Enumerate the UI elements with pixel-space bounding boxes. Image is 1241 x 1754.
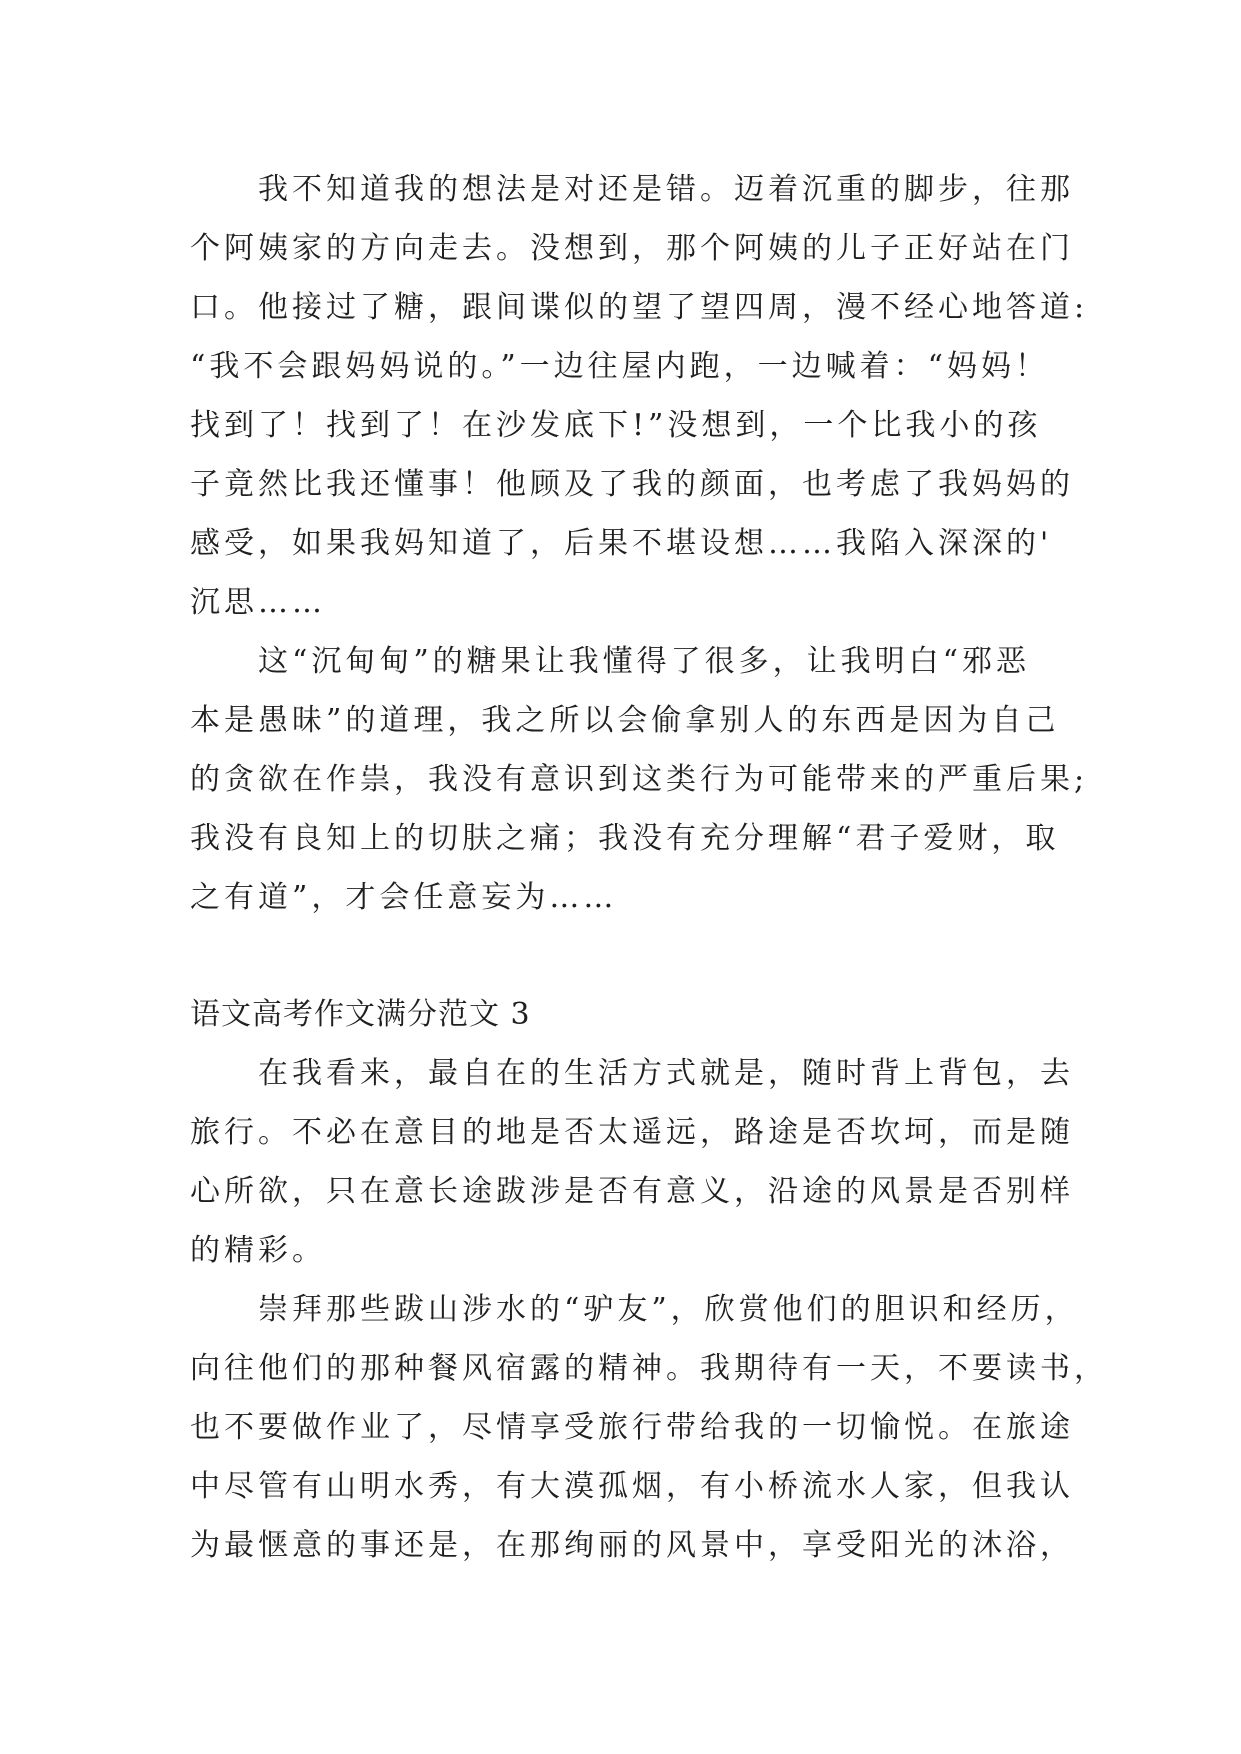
document-body bbox=[190, 160, 1108, 1575]
paragraph bbox=[190, 160, 1089, 632]
text-line: 本是愚昧”的道理，我之所以会偷拿别人的东西是因为自己 bbox=[190, 703, 1060, 738]
text-line: “我不会跟妈妈说的。”一边往屋内跑，一边喊着：“妈妈！ bbox=[190, 349, 1050, 384]
text-line: 之有道”，才会任意妄为…… bbox=[190, 880, 618, 915]
text-line: 我没有良知上的切肤之痛；我没有充分理解“君子爱财，取 bbox=[190, 821, 1060, 856]
text-line: 找到了！找到了！在沙发底下!”没想到，一个比我小的孩 bbox=[190, 408, 1042, 443]
text-line: 旅行。不必在意目的地是否太遥远，路途是否坎坷，而是随 bbox=[190, 1115, 1074, 1150]
text-line: 口。他接过了糖，跟间谍似的望了望四周，漫不经心地答道: bbox=[190, 290, 1089, 325]
text-line: 子竟然比我还懂事！他顾及了我的颜面，也考虑了我妈妈的 bbox=[190, 467, 1074, 502]
text-line: 在我看来，最自在的生活方式就是，随时背上背包，去 bbox=[258, 1056, 1074, 1091]
text-line: 向往他们的那种餐风宿露的精神。我期待有一天，不要读书， bbox=[190, 1351, 1108, 1386]
text-line: 这“沉甸甸”的糖果让我懂得了很多，让我明白“邪恶 bbox=[258, 644, 1031, 679]
text-line: 沉思…… bbox=[190, 585, 326, 620]
paragraph bbox=[190, 632, 1089, 927]
section-title: 语文高考作文满分范文 3 bbox=[190, 997, 531, 1032]
text-line: 的贪欲在作祟，我没有意识到这类行为可能带来的严重后果; bbox=[190, 762, 1089, 797]
text-line: 为最惬意的事还是，在那绚丽的风景中，享受阳光的沐浴， bbox=[190, 1528, 1074, 1563]
paragraph bbox=[190, 1280, 1108, 1575]
text-line: 也不要做作业了，尽情享受旅行带给我的一切愉悦。在旅途 bbox=[190, 1410, 1074, 1445]
text-line: 心所欲，只在意长途跋涉是否有意义，沿途的风景是否别样 bbox=[190, 1174, 1074, 1209]
text-line: 的精彩。 bbox=[190, 1233, 326, 1268]
text-line: 崇拜那些跋山涉水的“驴友”，欣赏他们的胆识和经历， bbox=[258, 1292, 1079, 1327]
text-line: 感受，如果我妈知道了，后果不堪设想……我陷入深深的' bbox=[190, 526, 1053, 561]
text-line: 个阿姨家的方向走去。没想到，那个阿姨的儿子正好站在门 bbox=[190, 231, 1074, 266]
text-line: 我不知道我的想法是对还是错。迈着沉重的脚步，往那 bbox=[258, 172, 1074, 207]
paragraph bbox=[190, 1044, 1074, 1280]
text-line: 中尽管有山明水秀，有大漠孤烟，有小桥流水人家，但我认 bbox=[190, 1469, 1074, 1504]
